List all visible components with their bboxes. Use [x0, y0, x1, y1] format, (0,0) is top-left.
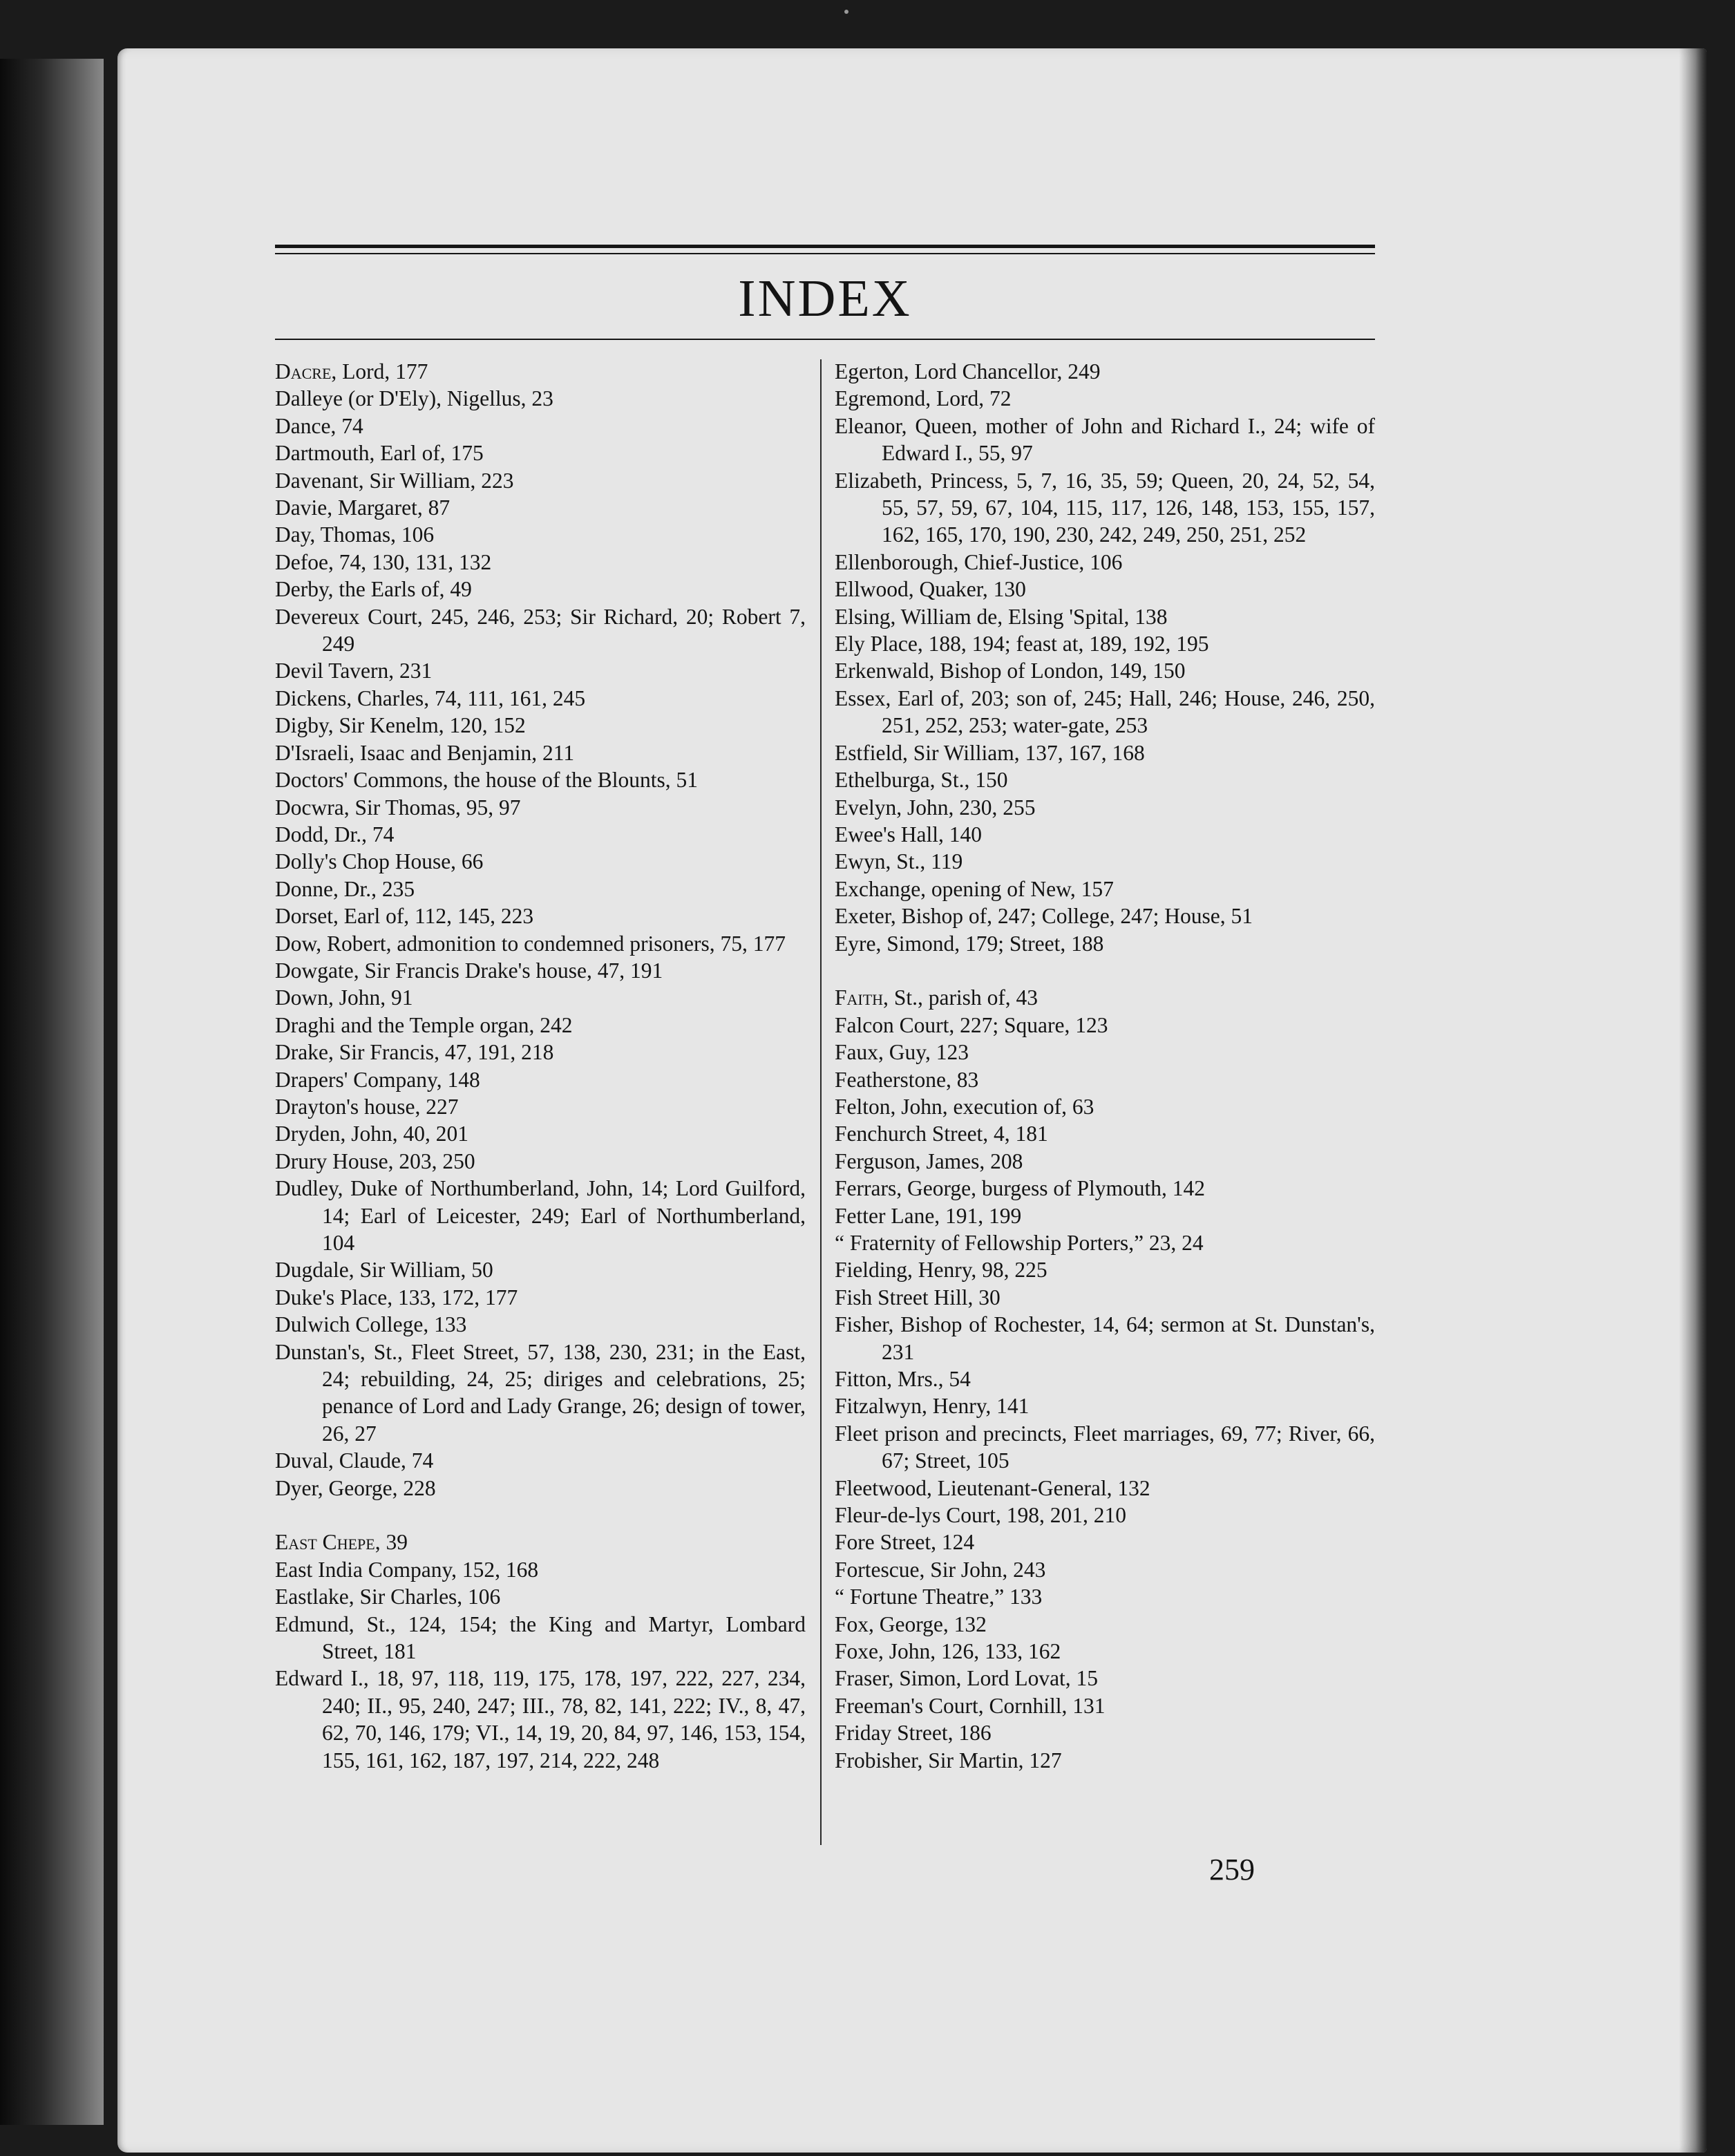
- index-entry: [275, 848, 806, 875]
- index-entry: [835, 1583, 1375, 1610]
- index-entry-text: Davenant, Sir William, 223: [275, 468, 514, 493]
- index-entry: [275, 794, 806, 821]
- index-entry-text: “ Fortune Theatre,” 133: [835, 1585, 1043, 1609]
- index-entry-text: Faux, Guy, 123: [835, 1040, 969, 1065]
- index-entry: [275, 712, 806, 739]
- index-entry-text: Ewee's Hall, 140: [835, 822, 982, 847]
- index-entry: [835, 930, 1375, 957]
- index-entry-text: East India Company, 152, 168: [275, 1557, 539, 1582]
- index-entry-text: Duval, Claude, 74: [275, 1448, 434, 1473]
- index-entry-text: Elsing, William de, Elsing 'Spital, 138: [835, 604, 1168, 629]
- index-entry-text: Day, Thomas, 106: [275, 522, 435, 547]
- index-entry-text: Ellwood, Quaker, 130: [835, 577, 1026, 602]
- index-entry: [835, 766, 1375, 793]
- header-rule-thin: [275, 253, 1375, 254]
- index-entry: [835, 1202, 1375, 1229]
- index-entry: [835, 739, 1375, 766]
- index-entry-text: Exeter, Bishop of, 247; College, 247; House, 51: [835, 904, 1253, 929]
- index-entry: [835, 467, 1375, 549]
- index-entry-text: Devil Tavern, 231: [275, 659, 433, 683]
- index-entry-text: Dance, 74: [275, 413, 363, 438]
- index-entry-text: Edward I., 18, 97, 118, 119, 175, 178, 197, 222, 227, 234, 240; II., 95, 240, 247; III., 78, 82, 141, 222; IV., 8, 47, 62, 70, 146, 179; VI., 14, 19, 20, 84, 97, 146, 153, 154, 155, 161, 162, 187, 197, 214, 222, 248: [275, 1666, 806, 1772]
- index-entry-text: Dunstan's, St., Fleet Street, 57, 138, 230, 231; in the East, 24; rebuilding, 24, 25; diriges and celebrations, 25; penance of Lord and Lady Grange, 26; design of tower, 26, 27: [275, 1339, 806, 1446]
- index-entry-text: Fielding, Henry, 98, 225: [835, 1258, 1047, 1283]
- index-entry: [835, 821, 1375, 848]
- index-entry-text: Dulwich College, 133: [275, 1312, 467, 1337]
- index-entry: [835, 385, 1375, 412]
- index-entry-text: Ethelburga, St., 150: [835, 768, 1008, 793]
- index-entry: [835, 1365, 1375, 1392]
- index-entry: [275, 1339, 806, 1448]
- index-entry-text: Lord, 177: [336, 359, 428, 384]
- index-entry: [835, 1284, 1375, 1311]
- index-entry: [835, 1311, 1375, 1365]
- index-entry: [275, 957, 806, 984]
- index-entry: [275, 1583, 806, 1610]
- index-entry-text: Drury House, 203, 250: [275, 1148, 475, 1173]
- index-entry-text: D'Israeli, Isaac and Benjamin, 211: [275, 740, 575, 765]
- index-entry: [275, 576, 806, 603]
- index-entry: [275, 1475, 806, 1502]
- index-entry-text: Dowgate, Sir Francis Drake's house, 47, 191: [275, 958, 663, 983]
- index-entry-text: Foxe, John, 126, 133, 162: [835, 1639, 1061, 1664]
- index-entry-text: Egerton, Lord Chancellor, 249: [835, 359, 1101, 384]
- index-entry: [835, 1148, 1375, 1175]
- index-entry: [275, 1529, 806, 1555]
- header-rule-thick: [275, 245, 1375, 248]
- index-entry-text: Freeman's Court, Cornhill, 131: [835, 1693, 1106, 1718]
- index-entry-text: Eyre, Simond, 179; Street, 188: [835, 931, 1104, 956]
- index-entry-text: Egremond, Lord, 72: [835, 386, 1012, 411]
- index-entry: [275, 467, 806, 494]
- index-entry: [835, 848, 1375, 875]
- index-entry-text: Dalleye (or D'Ely), Nigellus, 23: [275, 386, 553, 411]
- index-entry: [275, 494, 806, 521]
- index-entry-text: Fisher, Bishop of Rochester, 14, 64; sermon at St. Dunstan's, 231: [835, 1312, 1375, 1364]
- title-rule: [275, 339, 1375, 340]
- index-entry-text: Felton, John, execution of, 63: [835, 1094, 1094, 1119]
- index-entry: [835, 1420, 1375, 1475]
- index-entry: [835, 1529, 1375, 1555]
- index-entry: [835, 1638, 1375, 1665]
- index-entry: [835, 657, 1375, 684]
- index-entry-text: Duke's Place, 133, 172, 177: [275, 1285, 518, 1309]
- index-entry-text: Falcon Court, 227; Square, 123: [835, 1012, 1108, 1037]
- index-entry-text: 39: [380, 1530, 408, 1555]
- index-entry: [275, 1148, 806, 1175]
- index-entry: [275, 1175, 806, 1256]
- index-entry-text: Draghi and the Temple organ, 242: [275, 1012, 573, 1037]
- index-entry-text: Docwra, Sir Thomas, 95, 97: [275, 795, 521, 820]
- index-entry-text: Dugdale, Sir William, 50: [275, 1258, 493, 1283]
- index-entry: [275, 1611, 806, 1665]
- index-entry-text: Dartmouth, Earl of, 175: [275, 441, 484, 466]
- index-entry: [275, 930, 806, 957]
- index-entry: [835, 1093, 1375, 1120]
- index-entry-text: Fleetwood, Lieutenant-General, 132: [835, 1475, 1150, 1500]
- index-entry-text: Evelyn, John, 230, 255: [835, 795, 1036, 820]
- letter-section-lead: Dacre,: [275, 359, 337, 384]
- index-entry-text: Drake, Sir Francis, 47, 191, 218: [275, 1040, 554, 1065]
- index-entry: [835, 1665, 1375, 1692]
- index-entry: [835, 1556, 1375, 1583]
- page-title: INDEX: [738, 270, 912, 328]
- index-entry: [835, 630, 1375, 657]
- index-entry: [275, 1012, 806, 1039]
- scan-speck: [844, 10, 848, 14]
- index-entry: [275, 876, 806, 902]
- index-entry: [275, 521, 806, 548]
- index-entry-text: Eastlake, Sir Charles, 106: [275, 1585, 501, 1609]
- index-entry: [275, 1311, 806, 1338]
- index-entry-text: Fox, George, 132: [835, 1611, 987, 1636]
- index-entry: [835, 1475, 1375, 1502]
- index-entry: [275, 1665, 806, 1774]
- index-entry-text: Ewyn, St., 119: [835, 849, 963, 874]
- index-entry: [835, 1256, 1375, 1283]
- index-entry: [275, 1120, 806, 1147]
- index-entry-text: Davie, Margaret, 87: [275, 495, 451, 520]
- index-entry-text: Edmund, St., 124, 154; the King and Martyr, Lombard Street, 181: [275, 1611, 806, 1664]
- index-entry-text: Drapers' Company, 148: [275, 1067, 480, 1092]
- letter-section-lead: Faith,: [835, 985, 889, 1010]
- index-entry-text: Devereux Court, 245, 246, 253; Sir Richard, 20; Robert 7, 249: [275, 604, 806, 656]
- index-entry-text: Fortescue, Sir John, 243: [835, 1557, 1046, 1582]
- index-entry-text: Erkenwald, Bishop of London, 149, 150: [835, 659, 1186, 683]
- page-fold-shadow: [1679, 48, 1707, 2153]
- index-entry-text: Ferguson, James, 208: [835, 1148, 1023, 1173]
- index-entry: [275, 413, 806, 439]
- index-entry: [275, 358, 806, 385]
- index-entry-text: Estfield, Sir William, 137, 167, 168: [835, 740, 1145, 765]
- index-entry: [275, 1039, 806, 1066]
- index-entry-text: Dyer, George, 228: [275, 1475, 436, 1500]
- index-entry: [275, 1447, 806, 1474]
- index-entry: [835, 1012, 1375, 1039]
- letter-section-lead: East Chepe,: [275, 1530, 381, 1555]
- index-entry-text: Dudley, Duke of Northumberland, John, 14; Lord Guilford, 14; Earl of Leicester, 249; Earl of Northumberland, 104: [275, 1176, 806, 1255]
- index-entry: [275, 739, 806, 766]
- index-entry: [835, 1692, 1375, 1719]
- index-entry-text: “ Fraternity of Fellowship Porters,” 23, 24: [835, 1230, 1204, 1255]
- index-entry: [275, 821, 806, 848]
- index-entry: [275, 1284, 806, 1311]
- index-entry-text: Derby, the Earls of, 49: [275, 577, 472, 602]
- index-entry: [835, 876, 1375, 902]
- index-entry-text: Ely Place, 188, 194; feast at, 189, 192, 195: [835, 632, 1209, 656]
- index-entry-text: Dolly's Chop House, 66: [275, 849, 484, 874]
- index-entry-text: St., parish of, 43: [888, 985, 1039, 1010]
- index-entry: [275, 385, 806, 412]
- index-entry-text: Exchange, opening of New, 157: [835, 876, 1114, 901]
- index-column-left: [275, 358, 806, 1774]
- index-entry: [275, 984, 806, 1011]
- index-entry-text: Fleur-de-lys Court, 198, 201, 210: [835, 1503, 1126, 1528]
- index-entry: [835, 413, 1375, 467]
- index-entry-text: Fish Street Hill, 30: [835, 1285, 1001, 1309]
- index-entry: [835, 1039, 1375, 1066]
- index-entry-text: Fetter Lane, 191, 199: [835, 1203, 1022, 1228]
- index-entry-text: Dickens, Charles, 74, 111, 161, 245: [275, 685, 586, 710]
- index-entry: [275, 1256, 806, 1283]
- index-entry: [275, 766, 806, 793]
- index-column-right: [835, 358, 1375, 1774]
- index-entry: [835, 1747, 1375, 1774]
- index-entry: [275, 657, 806, 684]
- index-entry: [275, 549, 806, 576]
- index-entry-text: Essex, Earl of, 203; son of, 245; Hall, 246; House, 246, 250, 251, 252, 253; water-gate, 253: [835, 685, 1375, 738]
- index-entry: [275, 902, 806, 929]
- index-entry: [835, 1611, 1375, 1638]
- index-entry: [835, 1120, 1375, 1147]
- index-entry: [835, 1502, 1375, 1529]
- index-entry-text: Dryden, John, 40, 201: [275, 1122, 468, 1146]
- index-entry-text: Fore Street, 124: [835, 1530, 975, 1555]
- index-entry-text: Drayton's house, 227: [275, 1094, 459, 1119]
- column-divider: [820, 359, 822, 1845]
- index-entry-text: Featherstone, 83: [835, 1067, 979, 1092]
- index-entry: [275, 1556, 806, 1583]
- index-entry-text: Digby, Sir Kenelm, 120, 152: [275, 713, 526, 738]
- index-entry: [275, 439, 806, 466]
- index-entry: [275, 685, 806, 712]
- index-entry: [835, 549, 1375, 576]
- index-entry: [835, 576, 1375, 603]
- index-entry: [835, 794, 1375, 821]
- index-entry: [275, 603, 806, 658]
- index-entry: [835, 984, 1375, 1011]
- index-entry-text: Dorset, Earl of, 112, 145, 223: [275, 904, 534, 929]
- index-entry: [835, 1719, 1375, 1746]
- index-entry: [835, 1175, 1375, 1202]
- adjacent-page-edge: [0, 59, 104, 2125]
- index-entry-text: Frobisher, Sir Martin, 127: [835, 1748, 1062, 1772]
- index-entry-text: Defoe, 74, 130, 131, 132: [275, 549, 492, 574]
- index-entry-text: Elizabeth, Princess, 5, 7, 16, 35, 59; Queen, 20, 24, 52, 54, 55, 57, 59, 67, 104, 115, 117, 126, 148, 153, 155, 157, 162, 165, 170, 190, 230, 242, 249, 250, 251, 252: [835, 468, 1375, 547]
- index-entry-text: Fitzalwyn, Henry, 141: [835, 1394, 1030, 1419]
- index-entry-text: Dow, Robert, admonition to condemned prisoners, 75, 177: [275, 931, 786, 956]
- index-entry-text: Friday Street, 186: [835, 1721, 992, 1746]
- index-entry-text: Ellenborough, Chief-Justice, 106: [835, 549, 1123, 574]
- index-entry-text: Fenchurch Street, 4, 181: [835, 1122, 1048, 1146]
- index-entry-text: Down, John, 91: [275, 985, 413, 1010]
- index-entry: [835, 358, 1375, 385]
- index-entry-text: Eleanor, Queen, mother of John and Richard I., 24; wife of Edward I., 55, 97: [835, 413, 1375, 466]
- index-entry: [275, 1093, 806, 1120]
- index-entry-text: Donne, Dr., 235: [275, 876, 415, 901]
- index-entry: [835, 1392, 1375, 1419]
- index-entry-text: Fitton, Mrs., 54: [835, 1367, 971, 1392]
- index-entry: [835, 1066, 1375, 1093]
- index-entry-text: Dodd, Dr., 74: [275, 822, 395, 847]
- index-entry-text: Fleet prison and precincts, Fleet marriages, 69, 77; River, 66, 67; Street, 105: [835, 1421, 1375, 1473]
- index-entry: [275, 1066, 806, 1093]
- index-entry: [835, 603, 1375, 630]
- index-entry: [835, 902, 1375, 929]
- index-entry-text: Ferrars, George, burgess of Plymouth, 142: [835, 1176, 1206, 1201]
- index-entry-text: Doctors' Commons, the house of the Blounts, 51: [275, 768, 699, 793]
- index-entry: [835, 1229, 1375, 1256]
- index-entry-text: Fraser, Simon, Lord Lovat, 15: [835, 1666, 1099, 1691]
- index-entry: [835, 685, 1375, 739]
- page-number: 259: [1209, 1853, 1255, 1886]
